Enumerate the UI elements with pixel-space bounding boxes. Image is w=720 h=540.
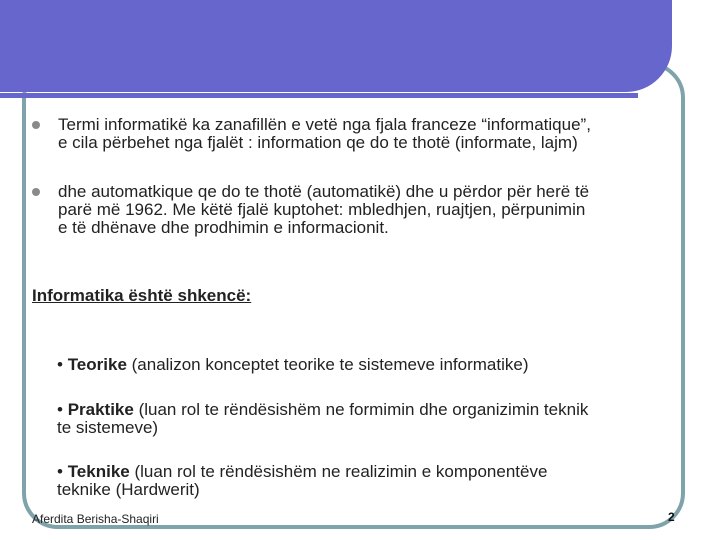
list-item	[57, 401, 697, 437]
list-item	[57, 356, 697, 374]
bullet-text: dhe automatkique qe do te thotë (automatikë) dhe u përdor për herë të parë më 1962. Me këtë fjalë kuptohet: mbledhjen, ruajtjen, përpunimin e të dhënave dhe prodhimin e informacionit.	[58, 182, 590, 237]
item-term: Praktike	[67, 400, 134, 419]
page-number: 2	[668, 510, 675, 524]
item-bullet: •	[57, 355, 63, 374]
list-item	[57, 463, 697, 499]
title-underline	[0, 93, 638, 98]
item-bullet: •	[57, 462, 63, 481]
title-banner	[0, 0, 672, 92]
bullet-dot-icon	[32, 121, 40, 129]
item-description: (luan rol te rëndësishëm ne realizimin e komponentëve teknike (Hardwerit)	[57, 462, 548, 499]
item-description: (analizon konceptet teorike te sistemeve informatike)	[126, 355, 529, 374]
item-description: (luan rol te rëndësishëm ne formimin dhe organizimin teknik te sistemeve)	[57, 400, 589, 437]
item-bullet: •	[57, 400, 63, 419]
footer-author: Aferdita Berisha-Shaqiri	[32, 512, 159, 526]
item-term: Teknike	[67, 462, 130, 481]
bullet-text: Termi informatikë ka zanafillën e vetë nga fjala franceze “informatique”, e cila përbehet nga fjalët : information qe do te thotë (informate, lajm)	[58, 115, 591, 152]
item-term: Teorike	[67, 355, 127, 374]
section-heading: Informatika është shkencë:	[32, 286, 252, 305]
bullet-dot-icon	[32, 188, 40, 196]
